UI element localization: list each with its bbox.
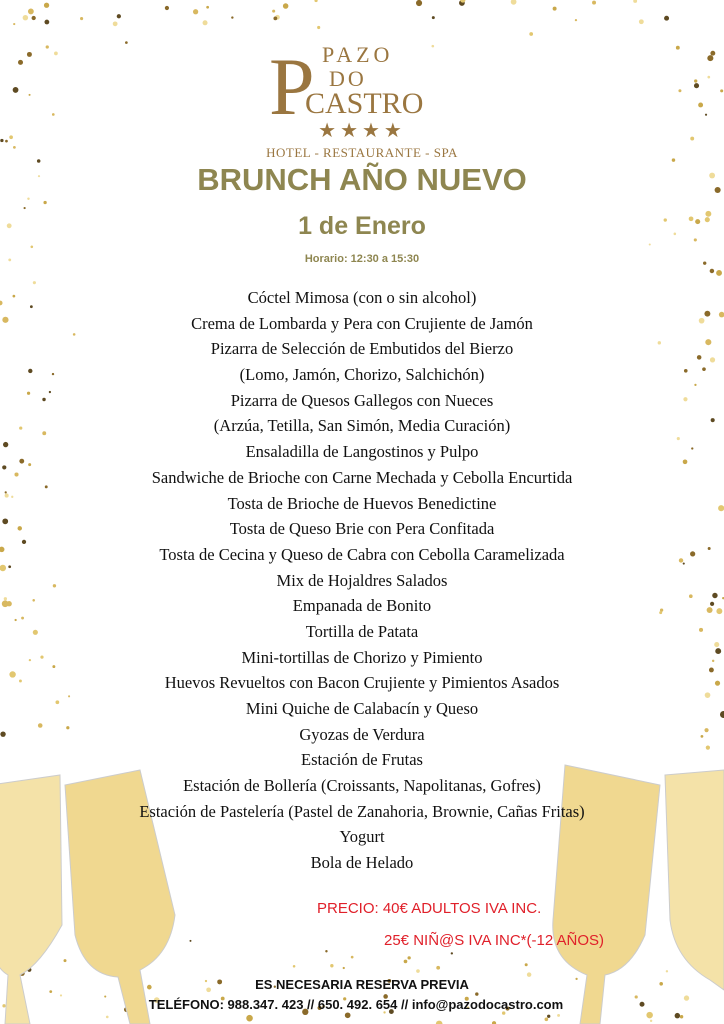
logo-line-pazo: PAZO xyxy=(322,42,394,67)
confetti-dot xyxy=(408,956,411,959)
svg-text:P: P xyxy=(269,41,315,120)
menu-list xyxy=(0,285,724,876)
hotel-logo xyxy=(0,40,724,130)
confetti-dot xyxy=(511,0,517,5)
menu-item: Estación de Bollería (Croissants, Napolitanas, Gofres) xyxy=(183,776,541,796)
reservation-note: ES NECESARIA RESERVA PREVIA xyxy=(255,977,469,992)
adult-price: PRECIO: 40€ ADULTOS IVA INC. xyxy=(317,900,542,917)
confetti-dot xyxy=(272,10,275,13)
logo-line-castro: CASTRO xyxy=(305,87,424,120)
confetti-dot xyxy=(23,15,28,20)
confetti-dot xyxy=(436,1021,443,1024)
confetti-dot xyxy=(206,6,209,9)
menu-item: Huevos Revueltos con Bacon Crujiente y Pimientos Asados xyxy=(164,673,560,693)
menu-item: Crema de Lombarda y Pera con Crujiente de Jamón xyxy=(191,313,533,333)
confetti-dot xyxy=(43,201,46,204)
menu-item: Mix de Hojaldres Salados xyxy=(276,570,448,590)
menu-item: Mini Quiche de Calabacín y Queso xyxy=(245,699,479,718)
confetti-dot xyxy=(592,1,596,5)
event-date: 1 de Enero xyxy=(298,212,426,240)
confetti-dot xyxy=(44,3,49,8)
confetti-dot xyxy=(30,245,33,248)
confetti-dot xyxy=(28,9,34,15)
confetti-dot xyxy=(525,963,528,966)
menu-item: Mini-tortillas de Chorizo y Pimiento xyxy=(241,647,483,667)
logo-tagline: HOTEL - RESTAURANTE - SPA xyxy=(266,145,458,160)
confetti-dot xyxy=(575,19,577,21)
menu-item: Ensaladilla de Langostinos y Pulpo xyxy=(245,442,479,462)
confetti-dot xyxy=(664,16,669,21)
child-price: 25€ NIÑ@S IVA INC*(-12 AÑOS) xyxy=(384,932,605,949)
confetti-dot xyxy=(432,16,435,19)
confetti-dot xyxy=(716,270,722,276)
page-title: BRUNCH AÑO NUEVO xyxy=(197,162,527,197)
confetti-dot xyxy=(165,6,169,10)
confetti-dot xyxy=(117,14,121,18)
menu-item: Tosta de Queso Brie con Pera Confitada xyxy=(229,519,495,539)
confetti-dot xyxy=(330,964,333,967)
confetti-dot xyxy=(345,1012,351,1018)
menu-item: (Arzúa, Tetilla, San Simón, Media Curación) xyxy=(213,416,511,436)
confetti-dot xyxy=(639,19,644,24)
menu-item: Tosta de Brioche de Huevos Benedictine xyxy=(227,493,497,513)
confetti-dot xyxy=(351,956,354,959)
confetti-dot xyxy=(193,9,198,14)
confetti-dot xyxy=(246,1015,253,1022)
menu-item: Bola de Helado xyxy=(310,853,414,873)
confetti-dot xyxy=(32,16,36,20)
menu-item: Sandwiche de Brioche con Carne Mechada y Cebolla Encurtida xyxy=(151,467,573,487)
confetti-dot xyxy=(13,23,15,25)
menu-item: Empanada de Bonito xyxy=(292,596,432,616)
menu-item: Tosta de Cecina y Queso de Cabra con Cebolla Caramelizada xyxy=(159,544,565,564)
contact-info: TELÉFONO: 988.347. 423 // 650. 492. 654 // info@pazodocastro.com xyxy=(148,997,564,1012)
confetti-dot xyxy=(451,952,453,954)
confetti-dot xyxy=(633,0,637,3)
confetti-dot xyxy=(649,243,651,245)
menu-item: Tortilla de Patata xyxy=(305,621,419,641)
confetti-dot xyxy=(404,960,408,964)
menu-item: Gyozas de Verdura xyxy=(299,724,425,744)
confetti-dot xyxy=(475,992,478,995)
logo-line-do: DO xyxy=(329,66,367,91)
confetti-dot xyxy=(553,7,557,11)
four-stars-rating: ★★★★ xyxy=(318,120,406,142)
confetti-dot xyxy=(231,16,233,18)
menu-item: Cóctel Mimosa (con o sin alcohol) xyxy=(247,288,477,307)
confetti-dot xyxy=(416,0,422,6)
confetti-dot xyxy=(317,26,320,29)
confetti-dot xyxy=(293,965,296,968)
confetti-dot xyxy=(203,20,208,25)
confetti-dot xyxy=(314,0,317,2)
confetti-dot xyxy=(529,32,533,36)
menu-item: (Lomo, Jamón, Chorizo, Salchichón) xyxy=(239,365,485,385)
menu-item: Pizarra de Quesos Gallegos con Nueces xyxy=(230,390,494,410)
confetti-dot xyxy=(23,207,25,209)
confetti-dot xyxy=(33,281,36,284)
confetti-dot xyxy=(325,950,327,952)
menu-item: Yogurt xyxy=(339,827,385,847)
confetti-dot xyxy=(710,269,715,274)
menu-item: Estación de Pastelería (Pastel de Zanahoria, Brownie, Cañas Fritas) xyxy=(139,801,585,821)
confetti-dot xyxy=(436,966,440,970)
confetti-dot xyxy=(283,3,289,9)
confetti-dot xyxy=(343,967,345,969)
event-hours: Horario: 12:30 a 15:30 xyxy=(304,253,420,265)
confetti-dot xyxy=(416,969,420,973)
menu-item: Pizarra de Selección de Embutidos del Bierzo xyxy=(210,339,514,359)
confetti-dot xyxy=(113,21,118,26)
confetti-dot xyxy=(273,16,277,20)
menu-item: Estación de Frutas xyxy=(301,750,423,770)
confetti-dot xyxy=(189,940,191,942)
confetti-dot xyxy=(80,17,83,20)
confetti-dot xyxy=(44,20,49,25)
